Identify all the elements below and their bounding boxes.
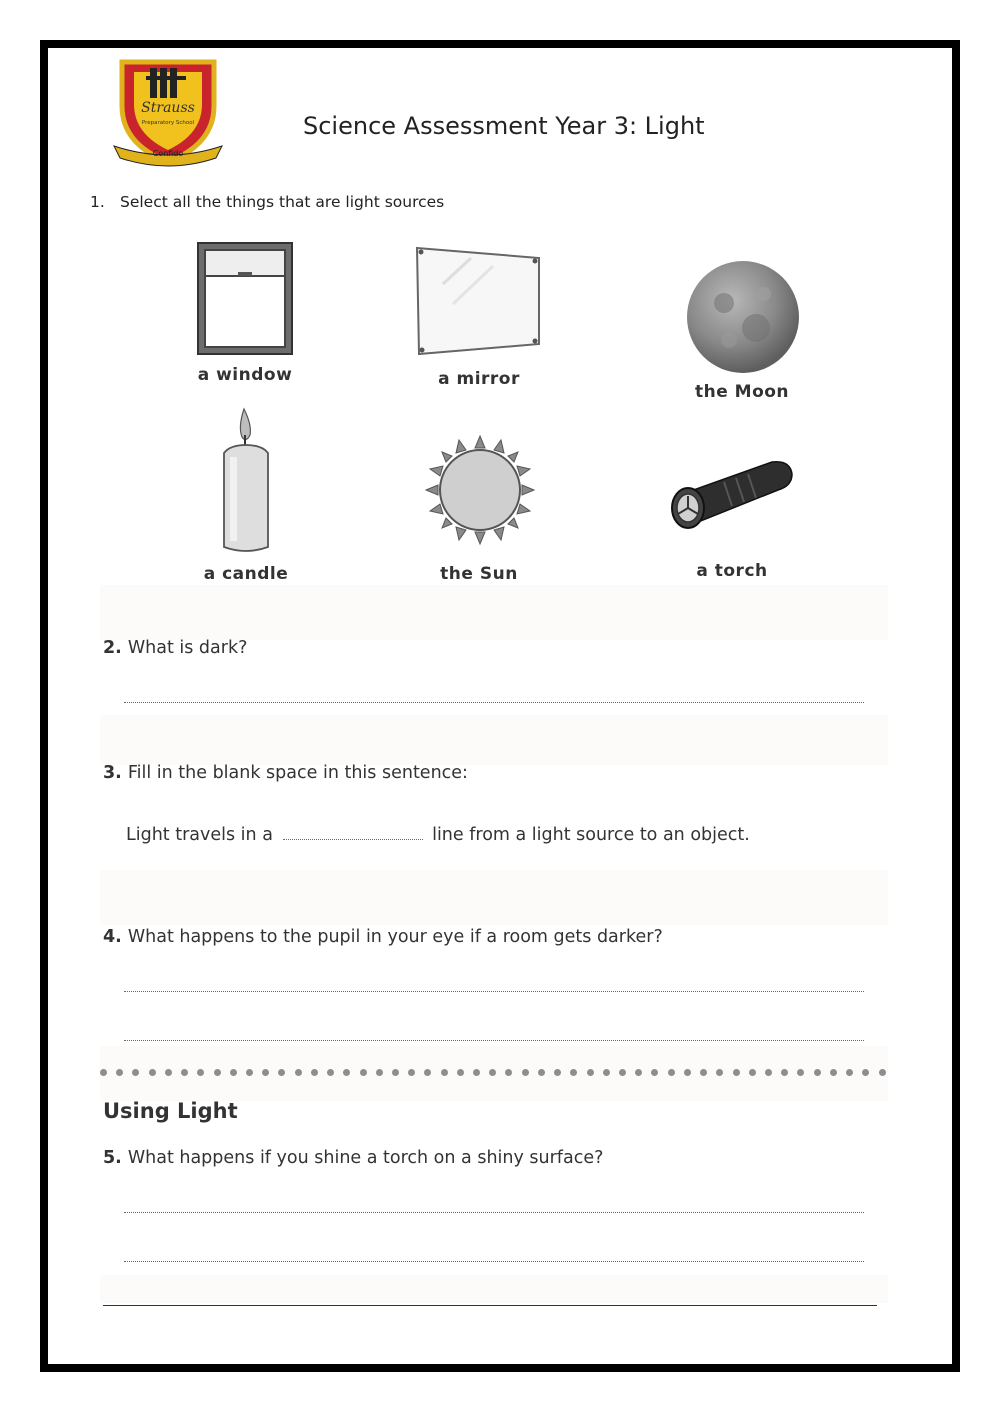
- item-caption-candle: a candle: [203, 564, 289, 584]
- mirror-icon[interactable]: [413, 244, 543, 356]
- answer-line-q5-1[interactable]: [124, 1212, 864, 1213]
- answer-line-q4-2[interactable]: [124, 1040, 864, 1041]
- question-5: [103, 1148, 603, 1168]
- question-2-number: 2.: [103, 638, 122, 658]
- section-heading: Using Light: [103, 1099, 238, 1123]
- item-caption-mirror: a mirror: [438, 369, 520, 389]
- answer-line-q2[interactable]: [124, 702, 864, 703]
- item-caption-sun: the Sun: [440, 564, 518, 584]
- window-icon[interactable]: [196, 241, 294, 356]
- question-5-text: What happens if you shine a torch on a shiny surface?: [127, 1148, 604, 1168]
- item-caption-window: a window: [197, 365, 293, 385]
- candle-icon[interactable]: [220, 407, 272, 555]
- sentence-before: Light travels in a: [126, 825, 273, 845]
- crest-motto-text: Confido: [152, 149, 184, 158]
- crest-name-text: Strauss: [141, 100, 195, 116]
- question-3: [103, 763, 468, 783]
- sentence-after: line from a light source to an object.: [432, 825, 750, 845]
- torch-icon[interactable]: [668, 456, 796, 536]
- question-1-text: Select all the things that are light sources: [120, 193, 445, 211]
- question-1-number: 1.: [90, 193, 105, 211]
- question-3-number: 3.: [103, 763, 122, 783]
- moon-icon[interactable]: [684, 258, 802, 376]
- background-band: [100, 585, 888, 640]
- question-2: [103, 638, 247, 658]
- background-band: [100, 870, 888, 925]
- dotted-divider: [100, 1066, 886, 1078]
- fill-blank-sentence: [126, 825, 750, 845]
- bottom-rule: [103, 1305, 877, 1306]
- background-band: [100, 715, 888, 765]
- crest-sub-text: Preparatory School: [141, 120, 195, 126]
- item-caption-moon: the Moon: [694, 382, 790, 402]
- sun-icon[interactable]: [424, 434, 536, 546]
- background-band: [100, 1275, 888, 1303]
- question-4-number: 4.: [103, 927, 122, 947]
- item-caption-torch: a torch: [696, 561, 768, 581]
- question-1: [90, 193, 444, 211]
- question-4-text: What happens to the pupil in your eye if a room gets darker?: [127, 927, 663, 947]
- answer-line-q4-1[interactable]: [124, 991, 864, 992]
- answer-line-q5-2[interactable]: [124, 1261, 864, 1262]
- fill-blank-field[interactable]: [283, 831, 423, 840]
- question-2-text: What is dark?: [127, 638, 248, 658]
- page-title: Science Assessment Year 3: Light: [303, 112, 705, 140]
- question-4: [103, 927, 663, 947]
- question-3-text: Fill in the blank space in this sentence:: [127, 763, 468, 783]
- school-crest-logo: [112, 54, 224, 170]
- question-5-number: 5.: [103, 1148, 122, 1168]
- page-border: [40, 40, 960, 1372]
